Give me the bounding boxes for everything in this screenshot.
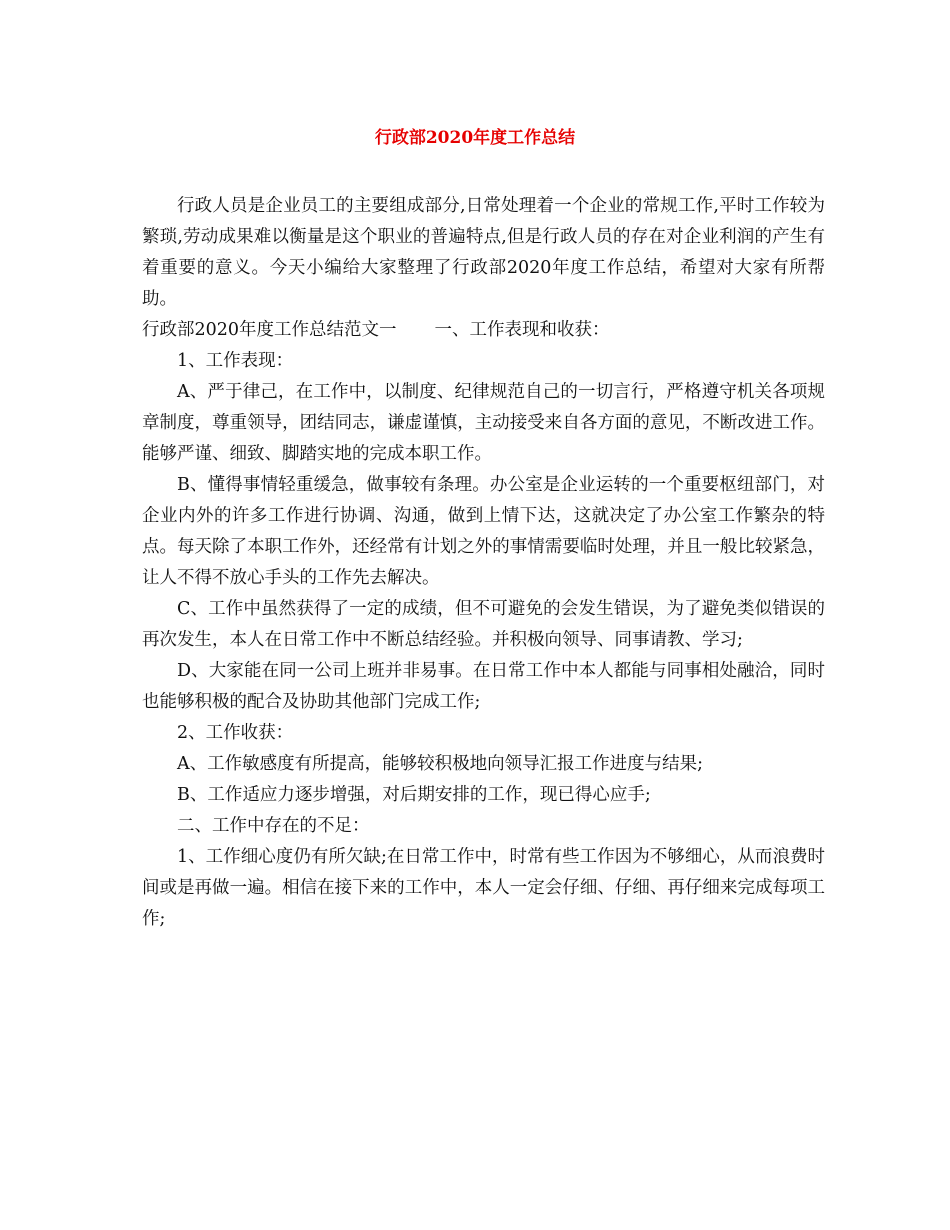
section1-heading: 一、工作表现和收获： <box>434 320 610 340</box>
intro-paragraph: 行政人员是企业员工的主要组成部分,日常处理着一个企业的常规工作,平时工作较为繁琐,劳动成果难以衡量是这个职业的普遍特点,但是行政人员的存在对企业利润的产生有着重要的意义。今天小编给大家整理了行政部2020年度工作总结，希望对大家有所帮助。 <box>142 196 825 309</box>
gain-b-paragraph: B、工作适应力逐步增强，对后期安排的工作，现已得心应手; <box>177 785 651 805</box>
sub1-heading: 1、工作表现： <box>177 351 294 371</box>
section2-heading: 二、工作中存在的不足： <box>177 816 370 836</box>
item-c-paragraph: C、工作中虽然获得了一定的成绩，但不可避免的会发生错误，为了避免类似错误的再次发生，本人在日常工作中不断总结经验。并积极向领导、同事请教、学习; <box>142 599 825 650</box>
item-b-paragraph: B、懂得事情轻重缓急，做事较有条理。办公室是企业运转的一个重要枢纽部门，对企业内外的许多工作进行协调、沟通，做到上情下达，这就决定了办公室工作繁杂的特点。每天除了本职工作外，还经常有计划之外的事情需要临时处理，并且一般比较紧急，让人不得不放心手头的工作先去解决。 <box>142 475 825 588</box>
item-d-paragraph: D、大家能在同一公司上班并非易事。在日常工作中本人都能与同事相处融洽，同时也能够积极的配合及协助其他部门完成工作; <box>142 661 825 712</box>
gain-a-paragraph: A、工作敏感度有所提高，能够较积极地向领导汇报工作进度与结果; <box>177 754 704 774</box>
document-body <box>142 163 825 935</box>
sample-heading-line <box>142 315 825 346</box>
document-title: 行政部2020年度工作总结 <box>374 128 576 148</box>
sub2-heading: 2、工作收获： <box>177 723 294 743</box>
sample-heading: 行政部2020年度工作总结范文一 <box>142 320 397 340</box>
shortfall-1-paragraph: 1、工作细心度仍有所欠缺;在日常工作中，时常有些工作因为不够细心，从而浪费时间或是再做一遍。相信在接下来的工作中，本人一定会仔细、仔细、再仔细来完成每项工作; <box>142 847 825 929</box>
item-a-paragraph: A、严于律己，在工作中，以制度、纪律规范自己的一切言行，严格遵守机关各项规章制度，尊重领导，团结同志，谦虚谨慎，主动接受来自各方面的意见，不断改进工作。能够严谨、细致、脚踏实地的完成本职工作。 <box>142 382 825 464</box>
